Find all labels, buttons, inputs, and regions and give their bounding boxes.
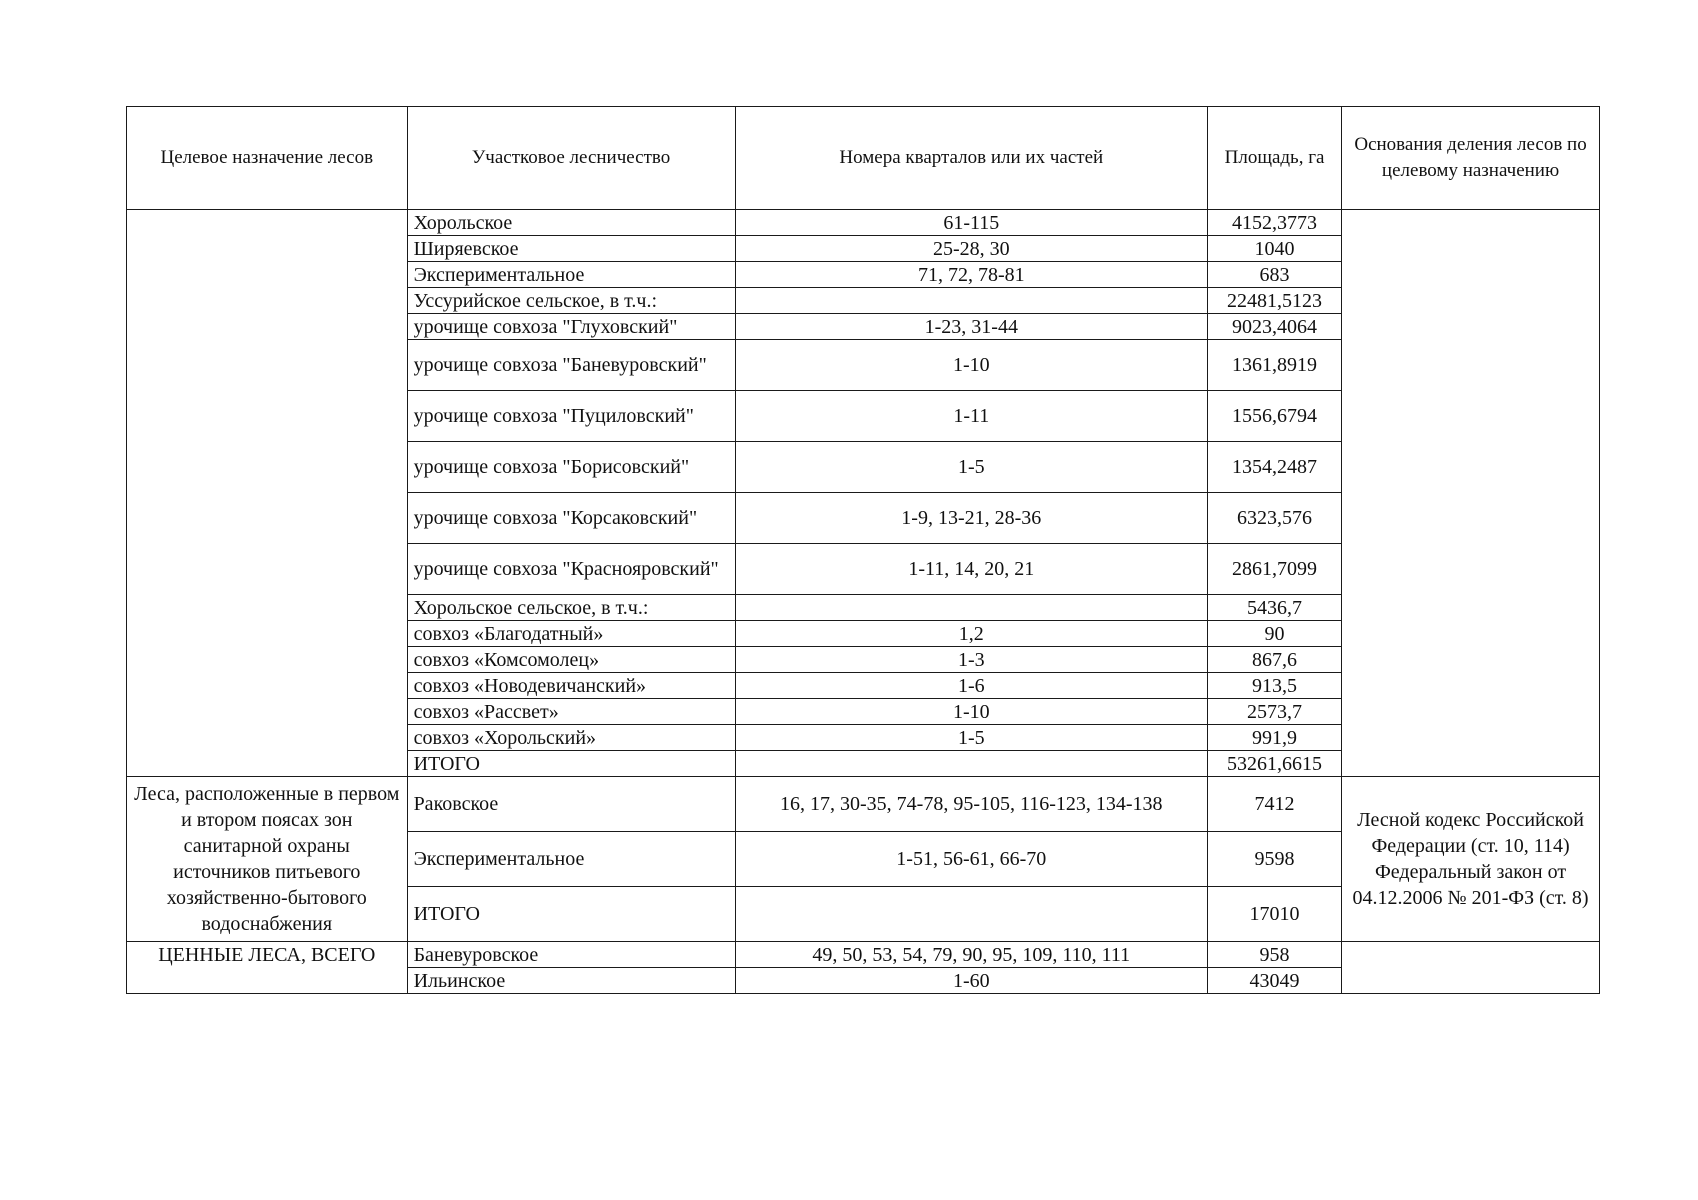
area-cell: 9598 <box>1208 832 1342 887</box>
purpose-cell-sanitary: Леса, расположенные в первом и втором поясах зон санитарной охраны источников питьевого хозяйственно-бытового водоснабжения <box>127 777 408 942</box>
quarters-cell: 1-10 <box>735 340 1207 391</box>
area-cell: 22481,5123 <box>1208 288 1342 314</box>
forestry-cell-total: ИТОГО <box>407 751 735 777</box>
forestry-cell: совхоз «Благодатный» <box>407 621 735 647</box>
quarters-cell: 25-28, 30 <box>735 236 1207 262</box>
quarters-cell: 1-6 <box>735 673 1207 699</box>
area-cell: 2573,7 <box>1208 699 1342 725</box>
header-purpose: Целевое назначение лесов <box>127 107 408 210</box>
quarters-cell: 1-5 <box>735 442 1207 493</box>
table-row <box>127 210 1600 236</box>
area-cell: 2861,7099 <box>1208 544 1342 595</box>
area-cell: 5436,7 <box>1208 595 1342 621</box>
basis-cell-empty <box>1342 210 1600 777</box>
quarters-cell: 1-51, 56-61, 66-70 <box>735 832 1207 887</box>
quarters-cell: 16, 17, 30-35, 74-78, 95-105, 116-123, 134-138 <box>735 777 1207 832</box>
purpose-cell-valuable: ЦЕННЫЕ ЛЕСА, ВСЕГО <box>127 942 408 994</box>
forestry-cell: урочище совхоза "Пуциловский" <box>407 391 735 442</box>
forestry-cell: урочище совхоза "Глуховский" <box>407 314 735 340</box>
quarters-cell: 1-9, 13-21, 28-36 <box>735 493 1207 544</box>
forestry-cell: совхоз «Новодевичанский» <box>407 673 735 699</box>
header-forestry: Участковое лесничество <box>407 107 735 210</box>
forestry-cell: Баневуровское <box>407 942 735 968</box>
quarters-cell: 1-10 <box>735 699 1207 725</box>
quarters-cell <box>735 751 1207 777</box>
table-row <box>127 777 1600 832</box>
header-quarters: Номера кварталов или их частей <box>735 107 1207 210</box>
forestry-cell: Уссурийское сельское, в т.ч.: <box>407 288 735 314</box>
quarters-cell: 1-60 <box>735 968 1207 994</box>
area-cell: 867,6 <box>1208 647 1342 673</box>
quarters-cell <box>735 288 1207 314</box>
quarters-cell: 1,2 <box>735 621 1207 647</box>
area-cell: 6323,576 <box>1208 493 1342 544</box>
area-cell: 1556,6794 <box>1208 391 1342 442</box>
forestry-cell: Экспериментальное <box>407 262 735 288</box>
header-area: Площадь, га <box>1208 107 1342 210</box>
forestry-cell: Ширяевское <box>407 236 735 262</box>
area-cell: 991,9 <box>1208 725 1342 751</box>
area-cell: 43049 <box>1208 968 1342 994</box>
forestry-cell-total: ИТОГО <box>407 887 735 942</box>
forestry-cell: Раковское <box>407 777 735 832</box>
forestry-cell: урочище совхоза "Борисовский" <box>407 442 735 493</box>
area-cell: 958 <box>1208 942 1342 968</box>
quarters-cell <box>735 887 1207 942</box>
forestry-cell: совхоз «Рассвет» <box>407 699 735 725</box>
forestry-cell: Экспериментальное <box>407 832 735 887</box>
table-header-row <box>127 107 1600 210</box>
area-cell: 90 <box>1208 621 1342 647</box>
header-basis: Основания деления лесов по целевому назначению <box>1342 107 1600 210</box>
forestry-cell: Хорольское сельское, в т.ч.: <box>407 595 735 621</box>
area-cell-total: 53261,6615 <box>1208 751 1342 777</box>
forestry-cell: урочище совхоза "Баневуровский" <box>407 340 735 391</box>
quarters-cell: 49, 50, 53, 54, 79, 90, 95, 109, 110, 111 <box>735 942 1207 968</box>
forestry-cell: Ильинское <box>407 968 735 994</box>
area-cell: 7412 <box>1208 777 1342 832</box>
quarters-cell: 1-23, 31-44 <box>735 314 1207 340</box>
forestry-cell: урочище совхоза "Корсаковский" <box>407 493 735 544</box>
forestry-cell: Хорольское <box>407 210 735 236</box>
area-cell: 9023,4064 <box>1208 314 1342 340</box>
basis-cell-law: Лесной кодекс Российской Федерации (ст. 10, 114) Федеральный закон от 04.12.2006 № 201-ФЗ (ст. 8) <box>1342 777 1600 942</box>
purpose-cell-empty <box>127 210 408 777</box>
area-cell: 913,5 <box>1208 673 1342 699</box>
forestry-cell: совхоз «Комсомолец» <box>407 647 735 673</box>
area-cell: 4152,3773 <box>1208 210 1342 236</box>
quarters-cell: 1-11, 14, 20, 21 <box>735 544 1207 595</box>
area-cell-total: 17010 <box>1208 887 1342 942</box>
quarters-cell <box>735 595 1207 621</box>
basis-cell-empty <box>1342 942 1600 994</box>
table-row <box>127 942 1600 968</box>
forestry-cell: урочище совхоза "Краснояровский" <box>407 544 735 595</box>
area-cell: 1361,8919 <box>1208 340 1342 391</box>
quarters-cell: 61-115 <box>735 210 1207 236</box>
forestry-cell: совхоз «Хорольский» <box>407 725 735 751</box>
area-cell: 683 <box>1208 262 1342 288</box>
area-cell: 1040 <box>1208 236 1342 262</box>
quarters-cell: 1-5 <box>735 725 1207 751</box>
quarters-cell: 1-3 <box>735 647 1207 673</box>
forest-purpose-table <box>126 106 1600 994</box>
area-cell: 1354,2487 <box>1208 442 1342 493</box>
quarters-cell: 1-11 <box>735 391 1207 442</box>
quarters-cell: 71, 72, 78-81 <box>735 262 1207 288</box>
